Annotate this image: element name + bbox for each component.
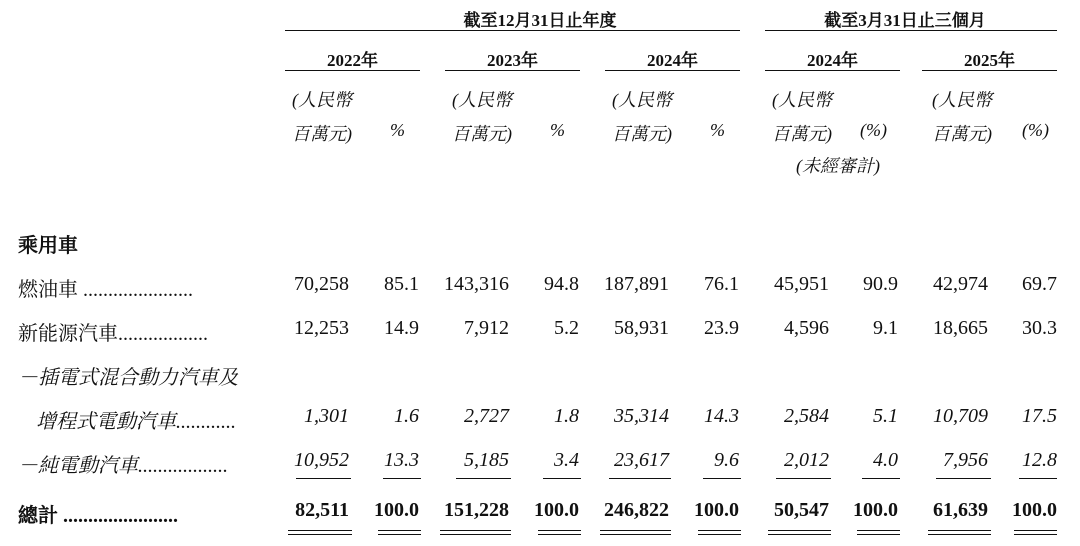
- row-label-phev: －插電式混合動力汽車及: [18, 367, 238, 389]
- year-header-2023: 2023年: [487, 51, 538, 70]
- total-cell: 61,639: [933, 499, 988, 521]
- unaudited-label: (未經審計): [796, 156, 880, 176]
- table-cell: 5.2: [554, 317, 579, 339]
- subtotal-rule: [609, 478, 671, 479]
- group-header-fiscal-year: 截至12月31日止年度: [463, 11, 617, 30]
- table-cell: 45,951: [774, 273, 829, 295]
- total-cell: 100.0: [1012, 499, 1057, 521]
- row-label-nev: 新能源汽車..................: [18, 323, 208, 345]
- table-cell: 2,012: [784, 449, 829, 471]
- group-rule-quarter: [765, 30, 1057, 31]
- unit-label: (人民幣: [772, 90, 832, 110]
- table-cell: 18,665: [933, 317, 988, 339]
- total-cell: 100.0: [374, 499, 419, 521]
- year-header-2022: 2022年: [327, 51, 378, 70]
- total-double-rule: [928, 530, 991, 535]
- subtotal-rule: [862, 478, 900, 479]
- table-cell: 76.1: [704, 273, 739, 295]
- row-label-bev: －純電動汽車..................: [18, 455, 228, 477]
- unit-label: 百萬元): [292, 124, 352, 144]
- table-cell: 9.6: [714, 449, 739, 471]
- subtotal-rule: [296, 478, 351, 479]
- percent-label: %: [390, 120, 405, 140]
- table-cell: 13.3: [384, 449, 419, 471]
- table-cell: 4.0: [873, 449, 898, 471]
- unit-label: (人民幣: [452, 90, 512, 110]
- subtotal-rule: [1019, 478, 1057, 479]
- group-rule-fiscal-year: [285, 30, 740, 31]
- subtotal-rule: [543, 478, 581, 479]
- year-rule: [605, 70, 740, 71]
- percent-label: %: [710, 120, 725, 140]
- table-cell: 2,727: [464, 405, 509, 427]
- table-cell: 2,584: [784, 405, 829, 427]
- table-cell: 1.6: [394, 405, 419, 427]
- year-rule: [285, 70, 420, 71]
- unit-label: (人民幣: [932, 90, 992, 110]
- table-cell: 85.1: [384, 273, 419, 295]
- unit-label: 百萬元): [932, 124, 992, 144]
- table-cell: 94.8: [544, 273, 579, 295]
- total-double-rule: [698, 530, 741, 535]
- table-cell: 10,952: [294, 449, 349, 471]
- table-cell: 1,301: [304, 405, 349, 427]
- table-cell: 69.7: [1022, 273, 1057, 295]
- table-cell: 7,956: [943, 449, 988, 471]
- section-title: 乘用車: [18, 235, 78, 257]
- total-double-rule: [768, 530, 831, 535]
- unit-label: 百萬元): [772, 124, 832, 144]
- table-cell: 5.1: [873, 405, 898, 427]
- table-cell: 9.1: [873, 317, 898, 339]
- row-label-total: 總計 .......................: [18, 505, 178, 527]
- percent-label: (%): [1022, 120, 1049, 140]
- year-rule: [445, 70, 580, 71]
- total-double-rule: [288, 530, 352, 535]
- table-cell: 1.8: [554, 405, 579, 427]
- percent-label: %: [550, 120, 565, 140]
- table-cell: 3.4: [554, 449, 579, 471]
- unit-label: 百萬元): [452, 124, 512, 144]
- total-double-rule: [440, 530, 511, 535]
- table-cell: 17.5: [1022, 405, 1057, 427]
- year-header-2024-q1: 2024年: [807, 51, 858, 70]
- total-cell: 100.0: [534, 499, 579, 521]
- table-cell: 35,314: [614, 405, 669, 427]
- table-cell: 42,974: [933, 273, 988, 295]
- table-cell: 187,891: [604, 273, 669, 295]
- table-cell: 4,596: [784, 317, 829, 339]
- table-cell: 14.3: [704, 405, 739, 427]
- total-cell: 100.0: [694, 499, 739, 521]
- year-header-2025-q1: 2025年: [964, 51, 1015, 70]
- table-cell: 23,617: [614, 449, 669, 471]
- table-cell: 12.8: [1022, 449, 1057, 471]
- table-cell: 70,258: [294, 273, 349, 295]
- subtotal-rule: [936, 478, 991, 479]
- row-label-fuel: 燃油車 ......................: [18, 279, 193, 301]
- row-label-erev: 增程式電動汽車............: [36, 411, 236, 433]
- subtotal-rule: [776, 478, 831, 479]
- year-header-2024: 2024年: [647, 51, 698, 70]
- total-cell: 100.0: [853, 499, 898, 521]
- total-double-rule: [600, 530, 671, 535]
- total-cell: 151,228: [444, 499, 509, 521]
- unit-label: (人民幣: [292, 90, 352, 110]
- year-rule: [922, 70, 1057, 71]
- total-cell: 82,511: [295, 499, 349, 521]
- total-cell: 50,547: [774, 499, 829, 521]
- table-cell: 7,912: [464, 317, 509, 339]
- unit-label: 百萬元): [612, 124, 672, 144]
- year-rule: [765, 70, 900, 71]
- total-double-rule: [538, 530, 581, 535]
- group-header-quarter: 截至3月31日止三個月: [824, 11, 986, 30]
- table-cell: 58,931: [614, 317, 669, 339]
- table-cell: 90.9: [863, 273, 898, 295]
- table-cell: 30.3: [1022, 317, 1057, 339]
- subtotal-rule: [456, 478, 511, 479]
- subtotal-rule: [703, 478, 741, 479]
- table-cell: 12,253: [294, 317, 349, 339]
- percent-label: (%): [860, 120, 887, 140]
- table-cell: 14.9: [384, 317, 419, 339]
- total-double-rule: [1014, 530, 1057, 535]
- subtotal-rule: [383, 478, 421, 479]
- table-cell: 5,185: [464, 449, 509, 471]
- total-cell: 246,822: [604, 499, 669, 521]
- total-double-rule: [378, 530, 421, 535]
- table-cell: 10,709: [933, 405, 988, 427]
- table-cell: 143,316: [444, 273, 509, 295]
- table-cell: 23.9: [704, 317, 739, 339]
- unit-label: (人民幣: [612, 90, 672, 110]
- total-double-rule: [857, 530, 900, 535]
